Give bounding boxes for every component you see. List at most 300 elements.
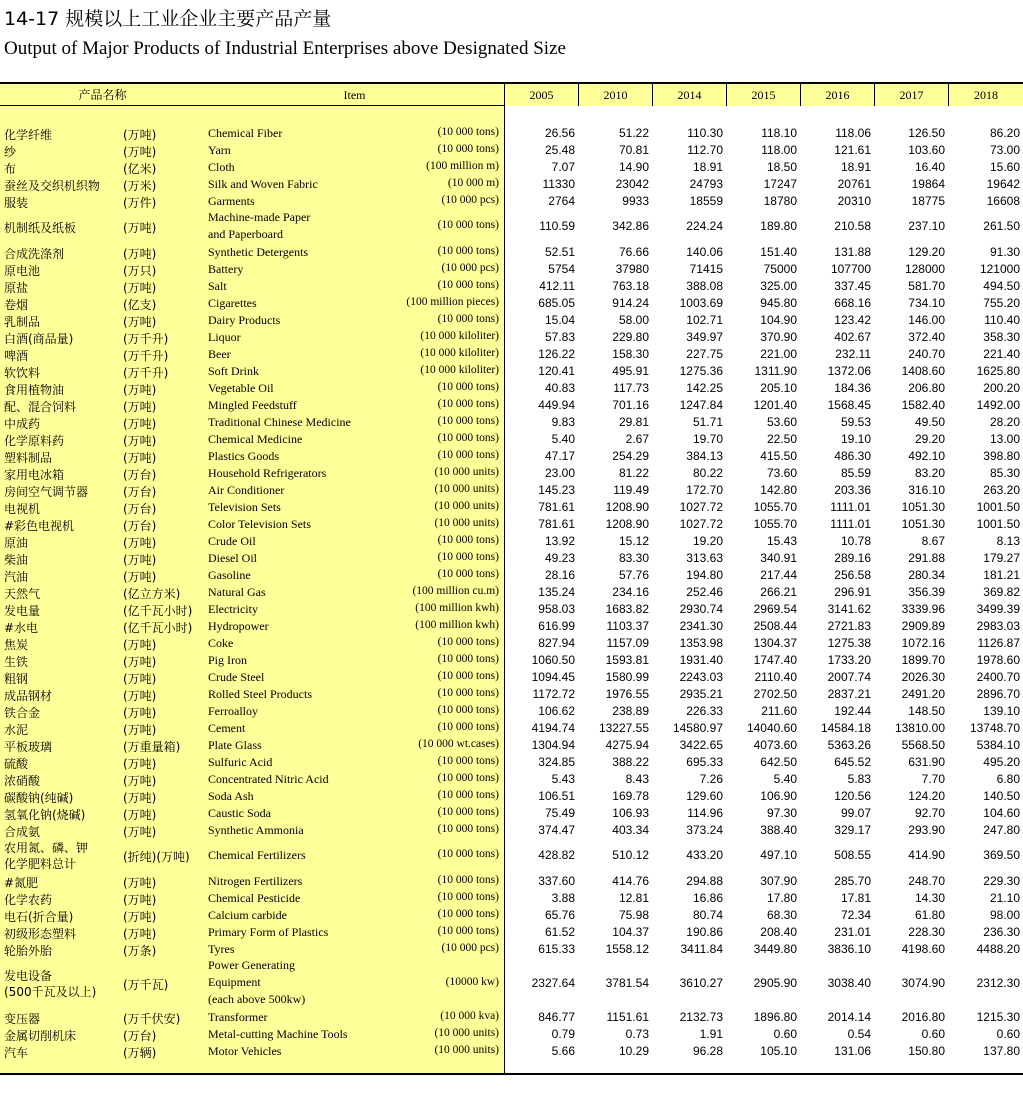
value-cell: 1055.70 — [753, 499, 797, 514]
unit-cn: (万吨) — [123, 824, 157, 839]
unit-en: (10 000 tons) — [437, 431, 499, 444]
product-name-cn: 焦炭 — [4, 637, 29, 652]
value-cell: 129.60 — [686, 788, 723, 803]
value-cell: 5568.50 — [901, 737, 945, 752]
unit-cn: (万吨) — [123, 127, 157, 142]
unit-cn: (万吨) — [123, 382, 157, 397]
item-name-en: Air Conditioner — [208, 482, 285, 497]
value-cell: 114.96 — [687, 805, 723, 820]
item-name-en: Synthetic Ammonia — [208, 822, 304, 837]
value-cell: 226.33 — [686, 703, 723, 718]
value-cell: 179.27 — [983, 550, 1020, 565]
value-cell: 11330 — [542, 176, 575, 191]
unit-en: (100 million pieces) — [406, 295, 499, 308]
value-cell: 17.80 — [766, 890, 797, 905]
value-cell: 2016.80 — [901, 1009, 945, 1024]
unit-en: (10 000 units) — [434, 1043, 499, 1056]
value-cell: 224.24 — [686, 219, 723, 233]
unit-en: (10 000 tons) — [437, 635, 499, 648]
value-cell: 210.58 — [834, 219, 871, 233]
table-row — [0, 652, 1023, 669]
value-cell: 110.40 — [984, 312, 1020, 327]
product-name-cn: 氢氧化钠(烧碱) — [4, 807, 86, 822]
unit-cn: (万米) — [123, 178, 157, 193]
value-cell: 1625.80 — [976, 363, 1020, 378]
value-cell: 53.60 — [766, 414, 797, 429]
unit-en: (10 000 tons) — [437, 720, 499, 733]
value-cell: 221.40 — [983, 346, 1020, 361]
product-name-cn: 平板玻璃 — [4, 739, 53, 754]
value-cell: 1208.90 — [605, 499, 649, 514]
value-cell: 13810.00 — [894, 720, 945, 735]
unit-en: (10 000 kva) — [440, 1009, 499, 1022]
value-cell: 1896.80 — [753, 1009, 797, 1024]
table-row — [0, 193, 1023, 210]
value-cell: 428.82 — [538, 848, 575, 862]
value-cell: 228.30 — [908, 924, 945, 939]
table-row — [0, 431, 1023, 448]
value-cell: 1304.94 — [531, 737, 575, 752]
table-row — [0, 482, 1023, 499]
unit-cn: (万台) — [123, 501, 157, 516]
value-cell: 349.97 — [686, 329, 723, 344]
value-cell: 120.41 — [538, 363, 575, 378]
table-row — [0, 822, 1023, 839]
value-cell: 369.82 — [983, 584, 1020, 599]
unit-cn: (万只) — [123, 263, 157, 278]
table-row — [0, 1026, 1023, 1043]
value-cell: 2983.03 — [976, 618, 1020, 633]
value-cell: 150.80 — [908, 1043, 945, 1058]
value-cell: 356.39 — [908, 584, 945, 599]
value-cell: 18.91 — [840, 159, 871, 174]
unit-en: (10 000 tons) — [437, 567, 499, 580]
unit-en: (10 000 tons) — [437, 686, 499, 699]
value-cell: 291.88 — [908, 550, 945, 565]
value-cell: 28.20 — [989, 414, 1020, 429]
unit-cn: (万吨) — [123, 671, 157, 686]
value-cell: 325.00 — [760, 278, 797, 293]
value-cell: 695.33 — [686, 754, 723, 769]
product-name-cn: 碳酸钠(纯碱) — [4, 790, 74, 805]
value-cell: 414.90 — [908, 848, 945, 862]
product-name-cn: 软饮料 — [4, 365, 41, 380]
value-cell: 2491.20 — [901, 686, 945, 701]
unit-cn: (亿千瓦小时) — [123, 620, 193, 635]
value-cell: 91.30 — [989, 244, 1020, 259]
value-cell: 203.36 — [834, 482, 871, 497]
product-name-cn: 原盐 — [4, 280, 29, 295]
product-name-cn: 粗钢 — [4, 671, 29, 686]
value-cell: 139.10 — [983, 703, 1020, 718]
value-cell: 2110.40 — [754, 669, 797, 684]
value-cell: 5.40 — [551, 431, 575, 446]
value-cell: 194.80 — [686, 567, 723, 582]
item-name-en: Salt — [208, 278, 227, 293]
value-cell: 21.10 — [989, 890, 1020, 905]
value-cell: 340.91 — [760, 550, 797, 565]
unit-en: (10 000 tons) — [437, 125, 499, 138]
table-row — [0, 278, 1023, 295]
header-year: 2010 — [578, 84, 652, 106]
item-name-en: Soft Drink — [208, 363, 259, 378]
product-name-cn: 服装 — [4, 195, 29, 210]
product-name-cn: 汽油 — [4, 569, 29, 584]
product-name-cn: #彩色电视机 — [4, 518, 75, 533]
value-cell: 1304.37 — [753, 635, 797, 650]
value-cell: 1408.60 — [901, 363, 945, 378]
value-cell: 5.43 — [551, 771, 575, 786]
item-name-en: Nitrogen Fertilizers — [208, 873, 303, 888]
value-cell: 4073.60 — [753, 737, 797, 752]
value-cell: 2508.44 — [753, 618, 797, 633]
unit-cn: (万吨) — [123, 688, 157, 703]
product-name-cn: 白酒(商品量) — [4, 331, 74, 346]
value-cell: 18775 — [911, 193, 945, 208]
value-cell: 1126.87 — [977, 635, 1020, 650]
value-cell: 40.83 — [544, 380, 575, 395]
item-name-en: Crude Oil — [208, 533, 256, 548]
value-cell: 324.85 — [538, 754, 575, 769]
value-cell: 16608 — [986, 193, 1020, 208]
unit-en: (10 000 tons) — [437, 924, 499, 937]
item-name-en: Crude Steel — [208, 669, 265, 684]
value-cell: 2837.21 — [827, 686, 871, 701]
value-cell: 2721.83 — [827, 618, 871, 633]
product-name-cn: 原电池 — [4, 263, 41, 278]
value-cell: 2400.70 — [976, 669, 1020, 684]
value-cell: 184.36 — [834, 380, 871, 395]
value-cell: 131.88 — [834, 244, 871, 259]
item-name-en: Pig Iron — [208, 652, 247, 667]
value-cell: 3610.27 — [679, 975, 723, 990]
value-cell: 99.07 — [840, 805, 871, 820]
product-name-cn: 蚕丝及交织机织物 — [4, 178, 101, 193]
value-cell: 337.45 — [834, 278, 871, 293]
table-row — [0, 941, 1023, 958]
value-cell: 128000 — [904, 261, 945, 276]
item-name-en: Caustic Soda — [208, 805, 271, 820]
product-name-cn: 硫酸 — [4, 756, 29, 771]
value-cell: 151.40 — [760, 244, 797, 259]
value-cell: 1051.30 — [901, 516, 945, 531]
item-name-en: Household Refrigerators — [208, 465, 327, 480]
value-cell: 1683.82 — [605, 601, 649, 616]
value-cell: 52.51 — [544, 244, 575, 259]
product-name-cn: 初级形态塑料 — [4, 926, 77, 941]
product-name-cn: 家用电冰箱 — [4, 467, 65, 482]
unit-cn: (万台) — [123, 484, 157, 499]
unit-cn: (万千升) — [123, 365, 169, 380]
value-cell: 369.50 — [983, 848, 1020, 862]
value-cell: 5754 — [548, 261, 575, 276]
value-cell: 129.20 — [908, 244, 945, 259]
value-cell: 92.70 — [914, 805, 945, 820]
value-cell: 15.60 — [989, 159, 1020, 174]
unit-cn: (万吨) — [123, 450, 157, 465]
item-name-en: Machine-made Paper — [208, 210, 311, 224]
table-row — [0, 839, 1023, 873]
value-cell: 2702.50 — [753, 686, 797, 701]
value-cell: 2312.30 — [976, 975, 1020, 990]
item-name-en: Diesel Oil — [208, 550, 257, 565]
value-cell: 945.80 — [760, 295, 797, 310]
value-cell: 120.56 — [834, 788, 871, 803]
product-name-cn: 食用植物油 — [4, 382, 65, 397]
item-name-en: Cloth — [208, 159, 235, 174]
unit-en: (10 000 units) — [434, 465, 499, 478]
item-name-en: Cigarettes — [208, 295, 257, 310]
value-cell: 22.50 — [766, 431, 797, 446]
unit-cn: (万吨) — [123, 221, 157, 235]
value-cell: 486.30 — [834, 448, 871, 463]
value-cell: 1201.40 — [753, 397, 797, 412]
value-cell: 106.62 — [538, 703, 575, 718]
unit-en: (10 000 tons) — [437, 754, 499, 767]
table-row — [0, 754, 1023, 771]
unit-cn: (万台) — [123, 467, 157, 482]
value-cell: 13.92 — [544, 533, 575, 548]
value-cell: 0.54 — [847, 1026, 871, 1041]
header-product-name: 产品名称 — [78, 88, 127, 102]
table-bottom-rule — [0, 1073, 1023, 1075]
value-cell: 510.12 — [612, 848, 649, 862]
value-cell: 81.22 — [618, 465, 649, 480]
value-cell: 2935.21 — [679, 686, 723, 701]
value-cell: 146.00 — [908, 312, 945, 327]
value-cell: 403.34 — [612, 822, 649, 837]
value-cell: 307.90 — [760, 873, 797, 888]
unit-en: (10 000 tons) — [437, 414, 499, 427]
unit-cn: (万吨) — [123, 705, 157, 720]
value-cell: 9933 — [622, 193, 649, 208]
table-row — [0, 550, 1023, 567]
table-row — [0, 312, 1023, 329]
product-name-cn: 水泥 — [4, 722, 29, 737]
value-cell: 252.46 — [686, 584, 723, 599]
product-name-cn: 电石(折合量) — [4, 909, 74, 924]
item-name-en-line2: and Paperboard — [208, 227, 283, 241]
value-cell: 755.20 — [983, 295, 1020, 310]
value-cell: 1372.06 — [827, 363, 871, 378]
unit-en: (10 000 tons) — [437, 397, 499, 410]
value-cell: 0.60 — [921, 1026, 945, 1041]
value-cell: 313.63 — [686, 550, 723, 565]
unit-cn: (万吨) — [123, 637, 157, 652]
value-cell: 61.80 — [914, 907, 945, 922]
item-name-en: Liquor — [208, 329, 241, 344]
product-name-cn: 铁合金 — [4, 705, 41, 720]
item-name-en: Vegetable Oil — [208, 380, 274, 395]
value-cell: 402.67 — [834, 329, 871, 344]
value-cell: 8.67 — [921, 533, 945, 548]
value-cell: 1103.37 — [606, 618, 649, 633]
product-name-cn: 金属切削机床 — [4, 1028, 77, 1043]
value-cell: 492.10 — [908, 448, 945, 463]
value-cell: 373.24 — [686, 822, 723, 837]
item-name-en: Beer — [208, 346, 231, 361]
product-name-cn: 化学农药 — [4, 892, 53, 907]
product-name-cn: 汽车 — [4, 1045, 29, 1060]
unit-cn: (亿米) — [123, 161, 157, 176]
value-cell: 169.78 — [612, 788, 649, 803]
value-cell: 1055.70 — [753, 516, 797, 531]
value-cell: 415.50 — [760, 448, 797, 463]
value-cell: 2896.70 — [976, 686, 1020, 701]
unit-cn: (折纯)(万吨) — [123, 850, 190, 864]
unit-cn: (万重量箱) — [123, 739, 181, 754]
unit-en: (10 000 tons) — [437, 652, 499, 665]
value-cell: 337.60 — [538, 873, 575, 888]
value-cell: 316.10 — [908, 482, 945, 497]
value-cell: 20761 — [837, 176, 871, 191]
unit-en: (10 000 kiloliter) — [420, 346, 499, 359]
table-row — [0, 601, 1023, 618]
unit-cn: (万吨) — [123, 535, 157, 550]
value-cell: 73.00 — [989, 142, 1020, 157]
unit-en: (10 000 kiloliter) — [420, 363, 499, 376]
value-cell: 2327.64 — [531, 975, 575, 990]
header-year: 2005 — [504, 84, 578, 106]
item-name-en: Cement — [208, 720, 246, 735]
item-name-en: Primary Form of Plastics — [208, 924, 329, 939]
value-cell: 13227.55 — [598, 720, 649, 735]
product-name-cn: 化学纤维 — [4, 127, 53, 142]
value-cell: 781.61 — [538, 499, 575, 514]
value-cell: 106.90 — [760, 788, 797, 803]
unit-en: (10 000 pcs) — [441, 261, 499, 274]
value-cell: 110.30 — [687, 125, 723, 140]
value-cell: 1001.50 — [976, 516, 1020, 531]
table-row — [0, 380, 1023, 397]
unit-en: (10 000 tons) — [437, 788, 499, 801]
value-cell: 3411.84 — [680, 941, 723, 956]
value-cell: 211.60 — [761, 703, 797, 718]
product-name-cn: 塑料制品 — [4, 450, 53, 465]
unit-en: (10 000 units) — [434, 1026, 499, 1039]
value-cell: 75.49 — [544, 805, 575, 820]
value-cell: 26.56 — [544, 125, 575, 140]
table-row — [0, 567, 1023, 584]
value-cell: 76.66 — [618, 244, 649, 259]
header-year: 2017 — [874, 84, 948, 106]
value-cell: 104.37 — [612, 924, 649, 939]
unit-cn: (万吨) — [123, 722, 157, 737]
value-cell: 59.53 — [840, 414, 871, 429]
unit-cn: (万吨) — [123, 773, 157, 788]
value-cell: 83.30 — [618, 550, 649, 565]
unit-en: (10 000 tons) — [437, 380, 499, 393]
value-cell: 412.11 — [539, 278, 575, 293]
value-cell: 28.16 — [544, 567, 575, 582]
value-cell: 227.75 — [686, 346, 723, 361]
table-row — [0, 465, 1023, 482]
unit-en: (10 000 tons) — [437, 550, 499, 563]
value-cell: 256.58 — [834, 567, 871, 582]
value-cell: 388.40 — [760, 822, 797, 837]
unit-cn: (万吨) — [123, 892, 157, 907]
unit-en: (10 000 tons) — [437, 771, 499, 784]
unit-cn: (万吨) — [123, 552, 157, 567]
header-year: 2014 — [652, 84, 726, 106]
item-name-en: Chemical Medicine — [208, 431, 303, 446]
item-name-en: Soda Ash — [208, 788, 254, 803]
unit-cn: (万吨) — [123, 399, 157, 414]
value-cell: 5363.26 — [827, 737, 871, 752]
item-name-en: Traditional Chinese Medicine — [208, 414, 351, 429]
value-cell: 384.13 — [686, 448, 723, 463]
product-name-cn: 纱 — [4, 144, 17, 159]
value-cell: 148.50 — [908, 703, 945, 718]
value-cell: 102.71 — [686, 312, 723, 327]
header-year: 2016 — [800, 84, 874, 106]
unit-cn: (万条) — [123, 943, 157, 958]
table-row — [0, 890, 1023, 907]
product-name-cn: 天然气 — [4, 586, 41, 601]
product-name-cn: 化学原料药 — [4, 433, 65, 448]
value-cell: 14580.97 — [672, 720, 723, 735]
value-cell: 80.22 — [692, 465, 723, 480]
value-cell: 1582.40 — [901, 397, 945, 412]
value-cell: 449.94 — [538, 397, 575, 412]
value-cell: 192.44 — [834, 703, 871, 718]
unit-cn: (万千升) — [123, 331, 169, 346]
value-cell: 73.60 — [766, 465, 797, 480]
value-cell: 126.50 — [908, 125, 945, 140]
unit-en: (10 000 pcs) — [441, 941, 499, 954]
value-cell: 1931.40 — [679, 652, 723, 667]
value-cell: 97.30 — [766, 805, 797, 820]
value-cell: 5384.10 — [976, 737, 1020, 752]
value-cell: 266.21 — [760, 584, 797, 599]
unit-cn: (万吨) — [123, 756, 157, 771]
value-cell: 112.70 — [687, 142, 723, 157]
value-cell: 68.30 — [766, 907, 797, 922]
value-cell: 229.30 — [983, 873, 1020, 888]
value-cell: 17.81 — [840, 890, 871, 905]
unit-en: (10 000 tons) — [437, 669, 499, 682]
item-name-en: Natural Gas — [208, 584, 266, 599]
product-name-cn: 啤酒 — [4, 348, 29, 363]
value-cell: 221.00 — [760, 346, 797, 361]
unit-cn: (亿支) — [123, 297, 157, 312]
value-cell: 117.73 — [613, 380, 649, 395]
product-name-cn: 布 — [4, 161, 17, 176]
product-name-cn: 合成氨 — [4, 824, 41, 839]
value-cell: 142.25 — [686, 380, 723, 395]
value-cell: 19.70 — [692, 431, 723, 446]
product-name-cn: 机制纸及纸板 — [4, 221, 77, 235]
value-cell: 70.81 — [618, 142, 649, 157]
product-name-cn: 卷烟 — [4, 297, 29, 312]
value-cell: 1311.90 — [754, 363, 797, 378]
value-cell: 3422.65 — [679, 737, 723, 752]
value-cell: 123.42 — [834, 312, 871, 327]
value-cell: 0.73 — [625, 1026, 649, 1041]
product-name-cn: 农用氮、磷、钾 — [4, 841, 89, 855]
item-name-en: Plastics Goods — [208, 448, 280, 463]
value-cell: 229.80 — [612, 329, 649, 344]
item-name-en: Gasoline — [208, 567, 251, 582]
value-cell: 140.50 — [983, 788, 1020, 803]
product-name-cn: 配、混合饲料 — [4, 399, 77, 414]
unit-en: (10 000 tons) — [437, 822, 499, 835]
table-row — [0, 1043, 1023, 1060]
item-name-en: Concentrated Nitric Acid — [208, 771, 329, 786]
value-cell: 2132.73 — [679, 1009, 723, 1024]
value-cell: 1060.50 — [531, 652, 575, 667]
value-cell: 2909.89 — [901, 618, 945, 633]
